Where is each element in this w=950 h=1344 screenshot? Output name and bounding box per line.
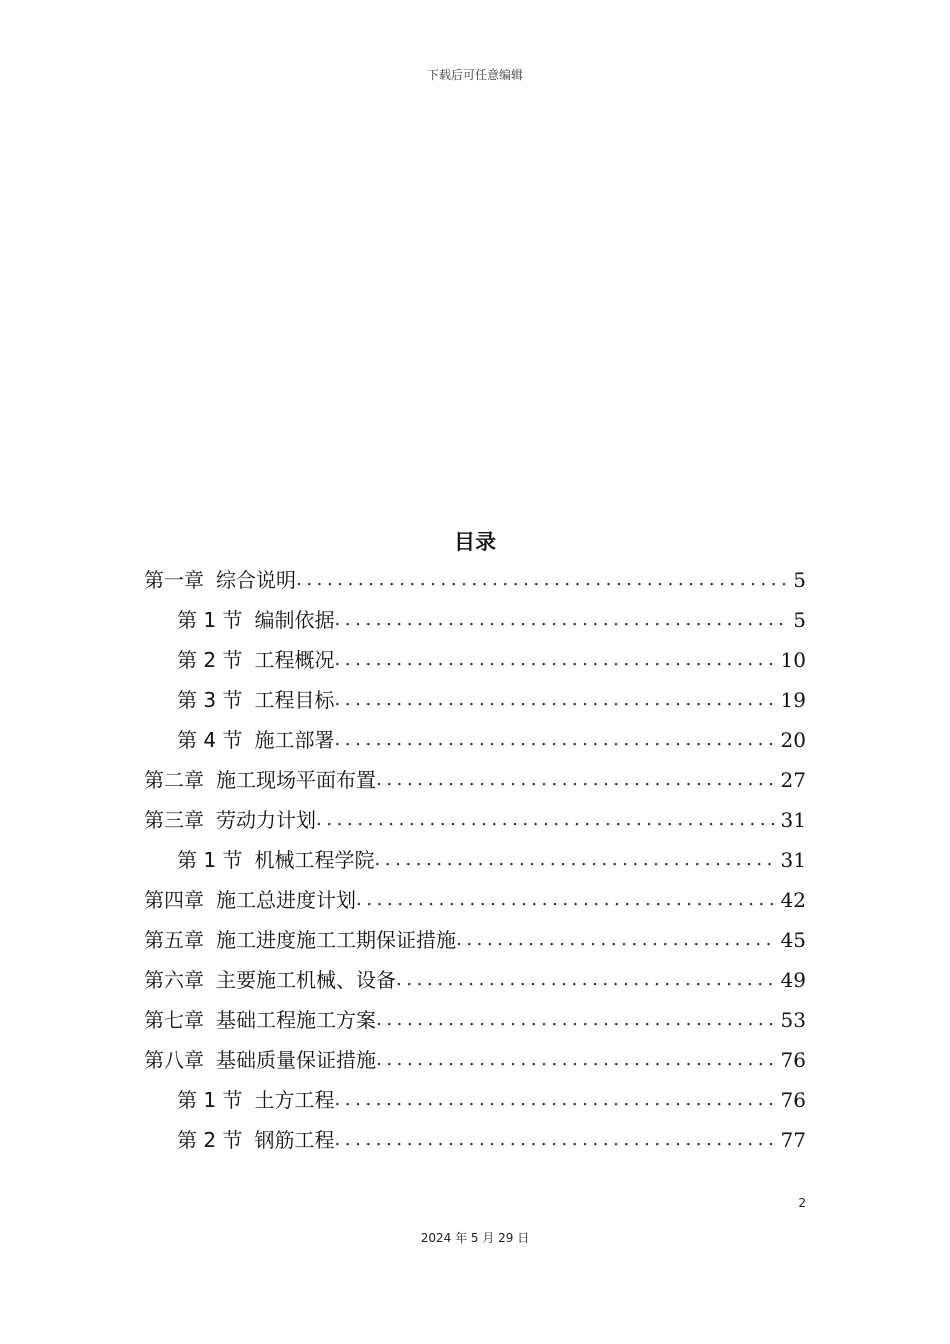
toc-entry-page: 27 [780, 768, 806, 792]
dot-leader [316, 800, 777, 840]
toc-entry[interactable] [144, 760, 806, 800]
toc-entry-page: 76 [780, 1048, 806, 1072]
toc-entry-number: 第 2 节 [177, 648, 243, 672]
toc-entry-number: 第 1 节 [177, 608, 243, 632]
toc-entry-page: 5 [793, 608, 806, 632]
dot-leader [376, 760, 777, 800]
toc-entry[interactable] [177, 640, 806, 680]
dot-leader [334, 1080, 776, 1120]
toc-entry-number: 第 2 节 [177, 1128, 243, 1152]
toc-entry-title: 施工总进度计划 [216, 888, 356, 912]
toc-entry-page: 20 [780, 728, 806, 752]
toc-entry[interactable] [177, 1120, 806, 1160]
toc-entry[interactable] [177, 1080, 806, 1120]
dot-leader [334, 640, 776, 680]
toc-entry[interactable] [144, 1000, 806, 1040]
toc-title: 目录 [454, 530, 496, 554]
dot-leader [374, 840, 776, 880]
toc-entry-number: 第四章 [144, 888, 204, 912]
toc-entry-title: 土方工程 [254, 1088, 335, 1112]
toc-entry-page: 45 [780, 928, 806, 952]
toc-entry-page: 77 [780, 1128, 806, 1152]
toc-entry[interactable] [144, 960, 806, 1000]
toc-entry-number: 第 4 节 [177, 728, 243, 752]
toc-entry[interactable] [144, 1040, 806, 1080]
toc-entry-title: 工程概况 [254, 648, 335, 672]
toc-entry-number: 第一章 [144, 568, 204, 592]
toc-entry-page: 31 [780, 808, 806, 832]
toc-entry[interactable] [144, 560, 806, 600]
toc-entry-number: 第 1 节 [177, 1088, 243, 1112]
toc-entry-title: 施工现场平面布置 [216, 768, 376, 792]
dot-leader [334, 680, 776, 720]
toc-entry-title: 综合说明 [216, 568, 296, 592]
dot-leader [334, 1120, 776, 1160]
toc-entry-title: 钢筋工程 [254, 1128, 335, 1152]
toc-entry-title: 工程目标 [254, 688, 335, 712]
toc-entry[interactable] [177, 680, 806, 720]
toc-entry-title: 施工部署 [254, 728, 335, 752]
dot-leader [334, 720, 776, 760]
toc-entry-title: 主要施工机械、设备 [216, 968, 396, 992]
toc-entry-number: 第二章 [144, 768, 204, 792]
toc-entry[interactable] [177, 840, 806, 880]
toc-entry-title: 施工进度施工工期保证措施 [216, 928, 456, 952]
toc-entry-title: 基础工程施工方案 [216, 1008, 376, 1032]
toc-entry-page: 53 [780, 1008, 806, 1032]
toc-entry-page: 42 [780, 888, 806, 912]
dot-leader [376, 1000, 777, 1040]
toc-entry-title: 劳动力计划 [216, 808, 316, 832]
toc-entry-number: 第五章 [144, 928, 204, 952]
toc-entry-page: 76 [780, 1088, 806, 1112]
toc-entry[interactable] [177, 720, 806, 760]
toc-entry-title: 机械工程学院 [254, 848, 375, 872]
toc-entry-title: 基础质量保证措施 [216, 1048, 376, 1072]
toc-entry-number: 第六章 [144, 968, 204, 992]
toc-entry-page: 5 [793, 568, 806, 592]
toc-entry-page: 49 [780, 968, 806, 992]
dot-leader [356, 880, 777, 920]
toc-entry-number: 第 1 节 [177, 848, 243, 872]
toc-entry-number: 第 3 节 [177, 688, 243, 712]
dot-leader [334, 600, 789, 640]
toc-entry[interactable] [144, 800, 806, 840]
toc-entry[interactable] [144, 920, 806, 960]
toc-entry-number: 第三章 [144, 808, 204, 832]
page-number: 2 [798, 1196, 806, 1210]
toc-entry-number: 第七章 [144, 1008, 204, 1032]
dot-leader [456, 920, 777, 960]
page-header: 下载后可任意编辑 [426, 68, 523, 82]
dot-leader [396, 960, 777, 1000]
toc-entry-title: 编制依据 [254, 608, 335, 632]
toc-entry[interactable] [144, 880, 806, 920]
dot-leader [296, 560, 789, 600]
toc-entry-page: 10 [780, 648, 806, 672]
toc-entry-number: 第八章 [144, 1048, 204, 1072]
dot-leader [376, 1040, 777, 1080]
toc-entry-page: 19 [780, 688, 806, 712]
toc-entry[interactable] [177, 600, 806, 640]
page-footer-date: 2024 年 5 月 29 日 [420, 1231, 530, 1245]
toc-entry-page: 31 [780, 848, 806, 872]
